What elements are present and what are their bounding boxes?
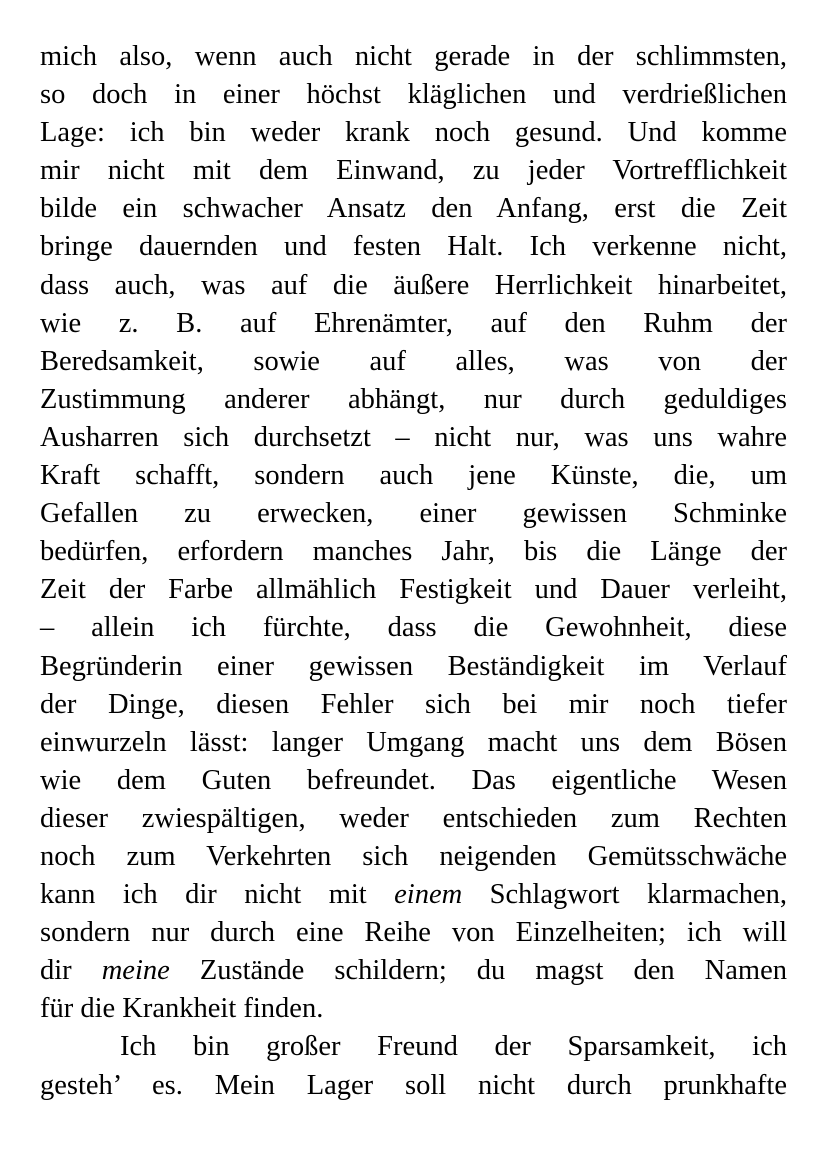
text-line <box>40 876 787 914</box>
text-line: Gefallen zu erwecken, einer gewissen Schminke <box>40 498 787 530</box>
text-line: Beredsamkeit, sowie auf alles, was von der <box>40 345 787 377</box>
text-line: wie dem Guten befreundet. Das eigentliche Wesen <box>40 764 787 796</box>
text-fragment: Zustände schildern; du magst den Namen <box>169 955 787 987</box>
text-line: so doch in einer höchst kläglichen und verdrießlichen <box>40 79 787 111</box>
text-line: bilde ein schwacher Ansatz den Anfang, erst die Zeit <box>40 193 787 225</box>
text-line: Zustimmung anderer abhängt, nur durch geduldiges <box>40 383 787 415</box>
text-line <box>40 952 787 990</box>
text-fragment: dir <box>40 955 102 987</box>
paragraph-start-line: Ich bin großer Freund der Sparsamkeit, ich <box>120 1031 787 1063</box>
text-line: wie z. B. auf Ehrenämter, auf den Ruhm der <box>40 307 787 339</box>
text-line: mir nicht mit dem Einwand, zu jeder Vortrefflichkeit <box>40 155 787 187</box>
text-line: der Dinge, diesen Fehler sich bei mir noch tiefer <box>40 688 787 720</box>
document-page <box>40 38 787 1105</box>
text-fragment: kann ich dir nicht mit <box>40 879 395 911</box>
text-line: bedürfen, erfordern manches Jahr, bis die Länge der <box>40 536 787 568</box>
text-line: Zeit der Farbe allmählich Festigkeit und Dauer verleiht, <box>40 574 787 606</box>
text-line: – allein ich fürchte, dass die Gewohnheit, diese <box>40 612 787 644</box>
text-line: einwurzeln lässt: langer Umgang macht uns dem Bösen <box>40 726 787 758</box>
text-line: dass auch, was auf die äußere Herrlichkeit hinarbeitet, <box>40 269 787 301</box>
text-fragment: Schlagwort klarmachen, <box>462 879 787 911</box>
text-line: Ausharren sich durchsetzt – nicht nur, was uns wahre <box>40 421 787 453</box>
emphasized-word: einem <box>394 879 463 911</box>
text-line: gesteh’ es. Mein Lager soll nicht durch prunkhafte <box>40 1069 787 1101</box>
emphasized-word: meine <box>101 955 170 987</box>
text-line: noch zum Verkehrten sich neigenden Gemütsschwäche <box>40 840 787 872</box>
text-line: Kraft schafft, sondern auch jene Künste, die, um <box>40 460 787 492</box>
text-line: Lage: ich bin weder krank noch gesund. Und komme <box>40 117 787 149</box>
text-line: mich also, wenn auch nicht gerade in der schlimmsten, <box>40 41 787 72</box>
text-line: dieser zwiespältigen, weder entschieden zum Rechten <box>40 802 787 834</box>
text-line: bringe dauernden und festen Halt. Ich verkenne nicht, <box>40 231 787 263</box>
text-line: sondern nur durch eine Reihe von Einzelheiten; ich will <box>40 917 787 949</box>
text-line: Begründerin einer gewissen Beständigkeit im Verlauf <box>40 650 787 682</box>
paragraph-end-line: für die Krankheit finden. <box>40 993 324 1025</box>
